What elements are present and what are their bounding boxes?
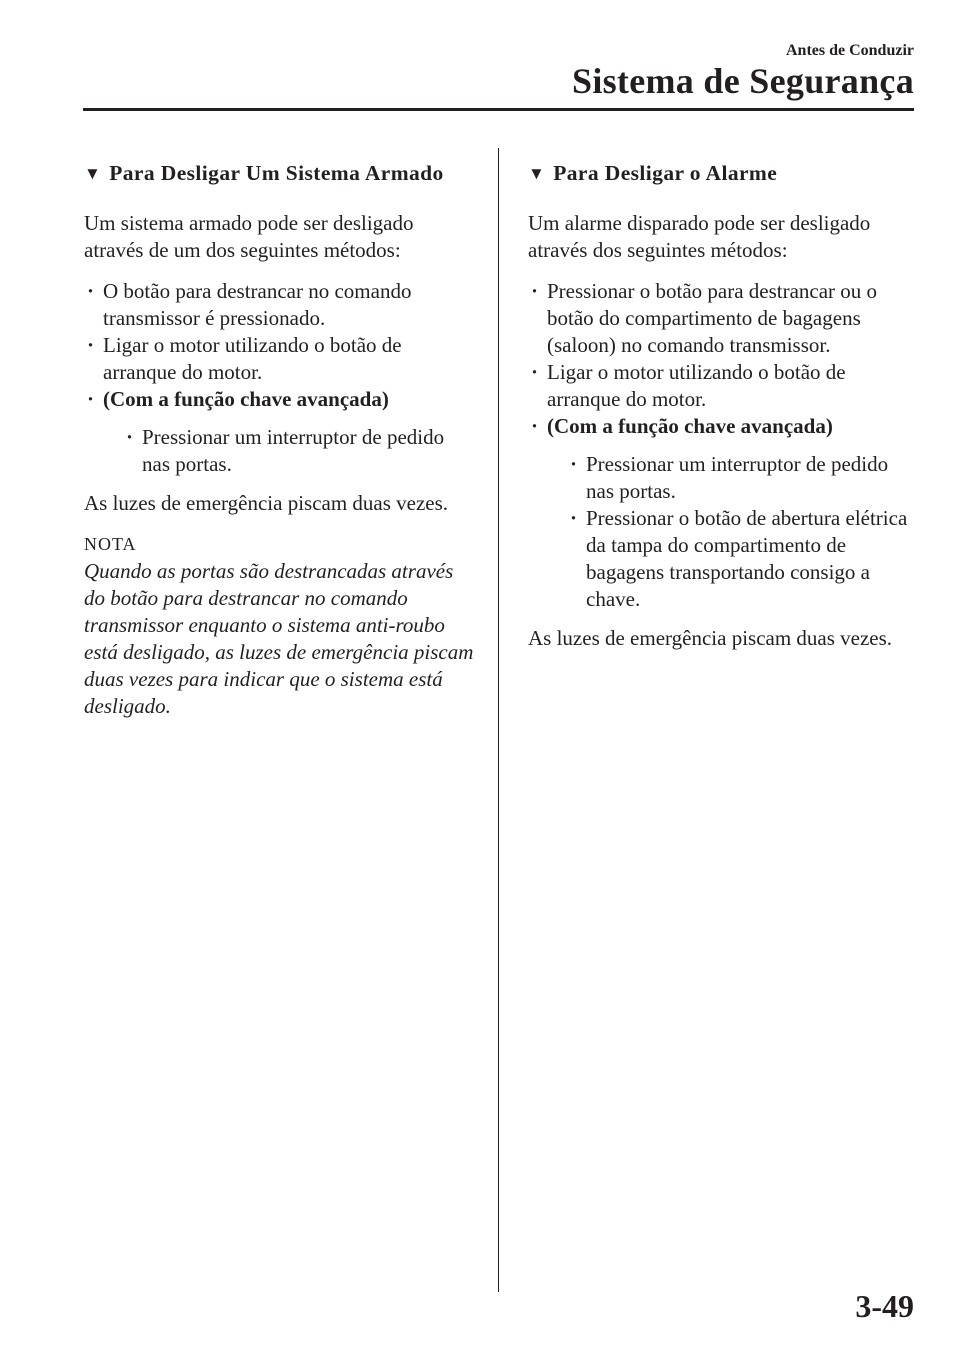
- triangle-down-icon: ▼: [84, 164, 102, 183]
- left-bullet-list: [84, 278, 474, 478]
- page-number: 3-49: [855, 1288, 914, 1324]
- right-column: [528, 158, 916, 666]
- triangle-down-icon: ▼: [528, 164, 546, 183]
- list-item: · Pressionar um interruptor de pedido nas portas.: [123, 424, 474, 478]
- list-item: · Pressionar o botão de abertura elétrica da tampa do compartimento de bagagens transportando consigo a chave.: [567, 505, 916, 613]
- left-intro: Um sistema armado pode ser desligado através de um dos seguintes métodos:: [84, 211, 414, 262]
- left-heading: [84, 158, 474, 190]
- section-title: Sistema de Segurança: [572, 61, 914, 101]
- left-sub-bullet-list: [103, 424, 474, 478]
- header-rule: [83, 108, 914, 111]
- list-item: [528, 413, 916, 613]
- list-item: · O botão para destrancar no comando transmissor é pressionado.: [84, 278, 474, 332]
- left-column: [84, 158, 474, 720]
- left-heading-text: Para Desligar Um Sistema Armado: [109, 161, 444, 185]
- list-item: · Ligar o motor utilizando o botão de arranque do motor.: [84, 332, 474, 386]
- right-intro: Um alarme disparado pode ser desligado através dos seguintes métodos:: [528, 211, 871, 262]
- list-item: · Ligar o motor utilizando o botão de arranque do motor.: [528, 359, 916, 413]
- list-item: · Pressionar o botão para destrancar ou o botão do compartimento de bagagens (saloon) no comando transmissor.: [528, 278, 916, 359]
- column-divider: [498, 148, 499, 1292]
- right-heading-text: Para Desligar o Alarme: [553, 161, 778, 185]
- right-bullet-list: [528, 278, 916, 613]
- right-heading: [528, 158, 916, 190]
- list-item: [84, 386, 474, 478]
- chapter-title: Antes de Conduzir: [785, 42, 914, 59]
- nota-text: Quando as portas são destrancadas através do botão para destrancar no comando transmissor enquanto o sistema anti-roubo está desligado, as luzes de emergência piscam duas vezes para indicar que o sistema está desligado.: [84, 559, 474, 718]
- list-item: · Pressionar um interruptor de pedido nas portas.: [567, 451, 916, 505]
- left-outro: As luzes de emergência piscam duas vezes.: [84, 491, 449, 515]
- list-item-label: (Com a função chave avançada): [547, 414, 833, 438]
- list-item-label: (Com a função chave avançada): [103, 387, 389, 411]
- right-sub-bullet-list: [547, 451, 916, 613]
- right-outro: As luzes de emergência piscam duas vezes.: [528, 626, 893, 650]
- nota-label: NOTA: [84, 534, 137, 554]
